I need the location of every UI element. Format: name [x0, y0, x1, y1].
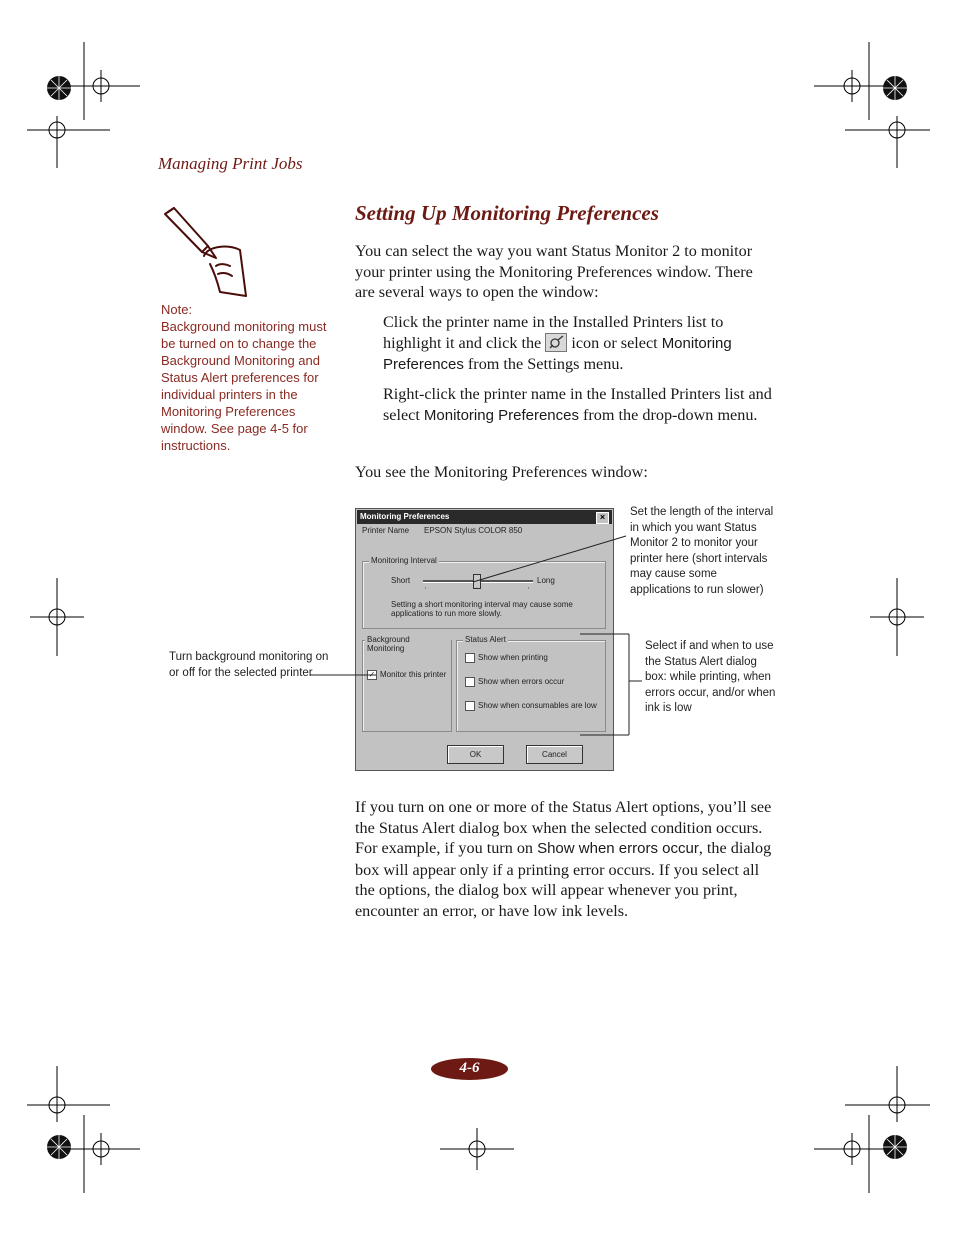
- cancel-button[interactable]: Cancel: [526, 745, 583, 764]
- section-title: Setting Up Monitoring Preferences: [355, 201, 659, 225]
- closing-text-b: , the dialog box will appear only if a printing error occurs. If you select all the options, the dialog box will appear whenever you print, encounter an error, or have low ink levels.: [355, 839, 772, 920]
- show-when-errors-label: Show when errors occur: [478, 677, 565, 686]
- printer-name-value: EPSON Stylus COLOR 850: [424, 526, 523, 535]
- closing-paragraph: [355, 797, 777, 921]
- closing-option: Show when errors occur: [537, 840, 699, 857]
- monitor-printer-checkbox[interactable]: ✓: [368, 670, 376, 679]
- ok-button[interactable]: OK: [447, 745, 504, 764]
- note-label: Note:: [161, 302, 193, 317]
- step1-text-b: icon or select: [571, 333, 658, 352]
- status-alert-group-label: Status Alert: [465, 635, 506, 644]
- note-text: Background monitoring must be turned on to change the Background Monitoring and Status Alert preferences for individual printers in the Monitoring Preferences window. See page 4-5 for instructions.: [161, 319, 327, 453]
- bg-group-label: Background Monitoring: [365, 635, 451, 653]
- running-head: Managing Print Jobs: [158, 154, 303, 173]
- see-window-paragraph: You see the Monitoring Preferences window:: [355, 463, 648, 481]
- step2-text-a: Right-click the printer name in the Installed Printers list and select: [383, 385, 772, 424]
- step1-text-c: from the Settings menu.: [467, 355, 624, 373]
- show-when-consumables-low-label: Show when consumables are low: [478, 701, 597, 710]
- short-label: Short: [391, 576, 411, 585]
- callout-background: Turn background monitoring on or off for the selected printer: [169, 651, 329, 679]
- show-when-printing-label: Show when printing: [478, 653, 548, 662]
- step1-text-a: Click the printer name in the Installed Printers list to highlight it and click the: [383, 313, 724, 352]
- monitor-printer-label: Monitor this printer: [380, 670, 447, 679]
- page-number: 4-6: [431, 1058, 508, 1080]
- step1-menu-item: Monitoring Preferences: [383, 334, 732, 373]
- callout-interval: Set the length of the interval in which you want Status Monitor 2 to monitor your printer here (short intervals may cause some applications to run slower): [630, 506, 774, 596]
- monitoring-interval-group: Monitoring Interval Short Long ' ' ' Setting a short monitoring interval may cause some applications to run more slowly.: [362, 561, 606, 629]
- long-label: Long: [537, 576, 555, 585]
- interval-note: Setting a short monitoring interval may cause some applications to run more slowly.: [391, 600, 573, 618]
- intro-paragraph: You can select the way you want Status Monitor 2 to monitor your printer using the Monitoring Preferences window. There are several ways to open the window:: [355, 242, 753, 301]
- step2-text-b: from the drop-down menu.: [583, 405, 758, 424]
- step2-menu-item: Monitoring Preferences: [423, 406, 579, 424]
- closing-text-a: If you turn on one or more of the Status Alert options, you’ll see the Status Alert dialog box when the selected condition occurs. For example, if you turn on: [355, 798, 772, 857]
- dialog-title: Monitoring Preferences: [360, 512, 450, 521]
- interval-group-label: Monitoring Interval: [371, 556, 437, 565]
- close-icon[interactable]: ×: [596, 512, 609, 524]
- printer-name-label: Printer Name: [362, 526, 410, 535]
- callout-status-alert: Select if and when to use the Status Alert dialog box: while printing, when errors occur, and/or when ink is low: [645, 640, 776, 715]
